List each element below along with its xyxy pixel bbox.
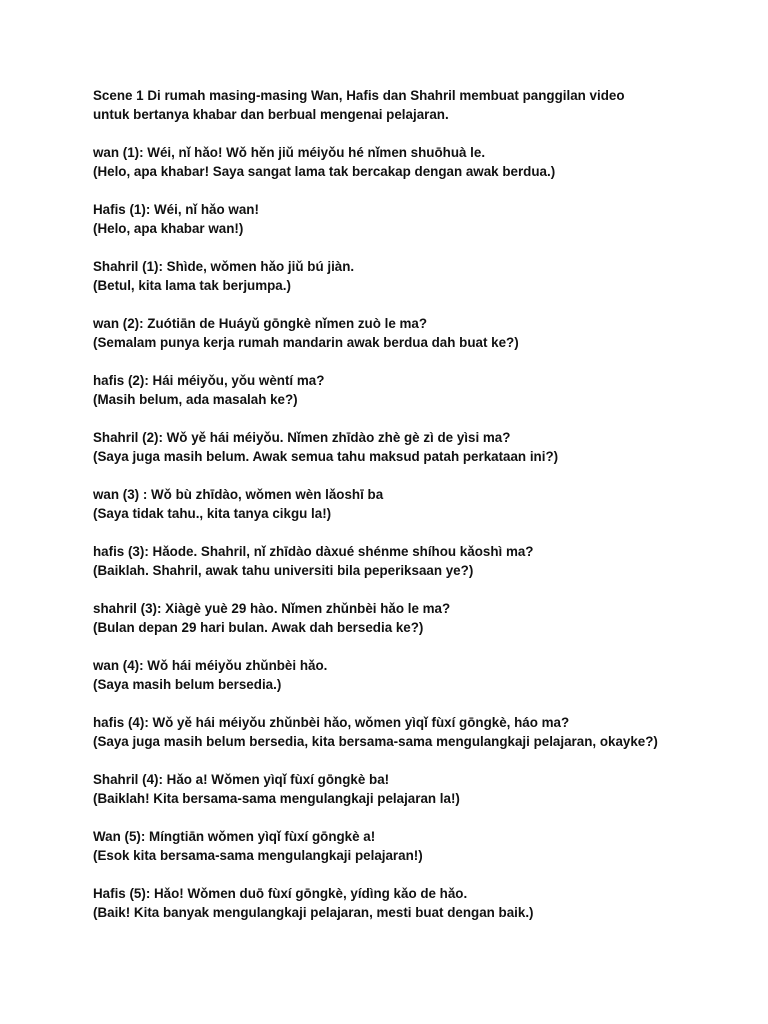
scene-intro [93,86,743,124]
dialogue-translation: (Saya masih belum bersedia.) [93,677,282,692]
dialogue-block [93,884,743,922]
dialogue-translation: (Bulan depan 29 hari bulan. Awak dah bersedia ke?) [93,620,424,635]
dialogue-block [93,314,743,352]
dialogue-block [93,656,743,694]
dialogue-block [93,713,743,751]
dialogue-line: Hafis (1): Wéi, nǐ hǎo wan! [93,202,259,217]
dialogue-translation: (Saya tidak tahu., kita tanya cikgu la!) [93,506,332,521]
dialogue-line: Wan (5): Míngtiān wǒmen yìqǐ fùxí gōngkè a! [93,829,376,844]
dialogue-block [93,827,743,865]
dialogue-block [93,428,743,466]
intro-line: Scene 1 Di rumah masing-masing Wan, Hafis dan Shahril membuat panggilan video [93,88,625,103]
dialogue-block [93,485,743,523]
document-page [93,86,743,941]
dialogue-block [93,200,743,238]
dialogue-block [93,257,743,295]
dialogue-translation: (Helo, apa khabar! Saya sangat lama tak bercakap dengan awak berdua.) [93,164,556,179]
dialogue-block [93,143,743,181]
dialogue-translation: (Helo, apa khabar wan!) [93,221,244,236]
dialogue-line: wan (2): Zuótiān de Huáyǔ gōngkè nǐmen zuò le ma? [93,316,428,331]
dialogue-line: Shahril (2): Wǒ yě hái méiyǒu. Nǐmen zhīdào zhè gè zì de yìsi ma? [93,430,511,445]
dialogue-line: hafis (3): Hǎode. Shahril, nǐ zhīdào dàxué shénme shíhou kǎoshì ma? [93,544,534,559]
dialogue-translation: (Baik! Kita banyak mengulangkaji pelajaran, mesti buat dengan baik.) [93,905,534,920]
dialogue-line: Shahril (4): Hǎo a! Wǒmen yìqǐ fùxí gōngkè ba! [93,772,390,787]
dialogue-line: wan (4): Wǒ hái méiyǒu zhǔnbèi hǎo. [93,658,328,673]
dialogue-translation: (Esok kita bersama-sama mengulangkaji pelajaran!) [93,848,423,863]
dialogue-translation: (Saya juga masih belum. Awak semua tahu maksud patah perkataan ini?) [93,449,559,464]
dialogue-block [93,542,743,580]
dialogue-line: hafis (2): Hái méiyǒu, yǒu wèntí ma? [93,373,325,388]
dialogue-translation: (Semalam punya kerja rumah mandarin awak berdua dah buat ke?) [93,335,519,350]
dialogue-line: Hafis (5): Hǎo! Wǒmen duō fùxí gōngkè, yídìng kǎo de hǎo. [93,886,468,901]
dialogue-translation: (Saya juga masih belum bersedia, kita bersama-sama mengulangkaji pelajaran, okayke?) [93,734,658,749]
dialogue-line: wan (1): Wéi, nǐ hǎo! Wǒ hěn jiǔ méiyǒu hé nǐmen shuōhuà le. [93,145,486,160]
dialogue-block [93,371,743,409]
dialogue-line: Shahril (1): Shìde, wǒmen hǎo jiǔ bú jiàn. [93,259,355,274]
dialogue-translation: (Baiklah! Kita bersama-sama mengulangkaji pelajaran la!) [93,791,460,806]
dialogue-translation: (Betul, kita lama tak berjumpa.) [93,278,291,293]
dialogue-translation: (Baiklah. Shahril, awak tahu universiti bila peperiksaan ye?) [93,563,474,578]
dialogue-line: wan (3) : Wǒ bù zhīdào, wǒmen wèn lǎoshī ba [93,487,384,502]
dialogue-block [93,770,743,808]
intro-line: untuk bertanya khabar dan berbual mengenai pelajaran. [93,107,449,122]
dialogue-line: hafis (4): Wǒ yě hái méiyǒu zhǔnbèi hǎo, wǒmen yìqǐ fùxí gōngkè, háo ma? [93,715,570,730]
dialogue-translation: (Masih belum, ada masalah ke?) [93,392,298,407]
dialogue-block [93,599,743,637]
dialogue-line: shahril (3): Xiàgè yuè 29 hào. Nǐmen zhǔnbèi hǎo le ma? [93,601,451,616]
